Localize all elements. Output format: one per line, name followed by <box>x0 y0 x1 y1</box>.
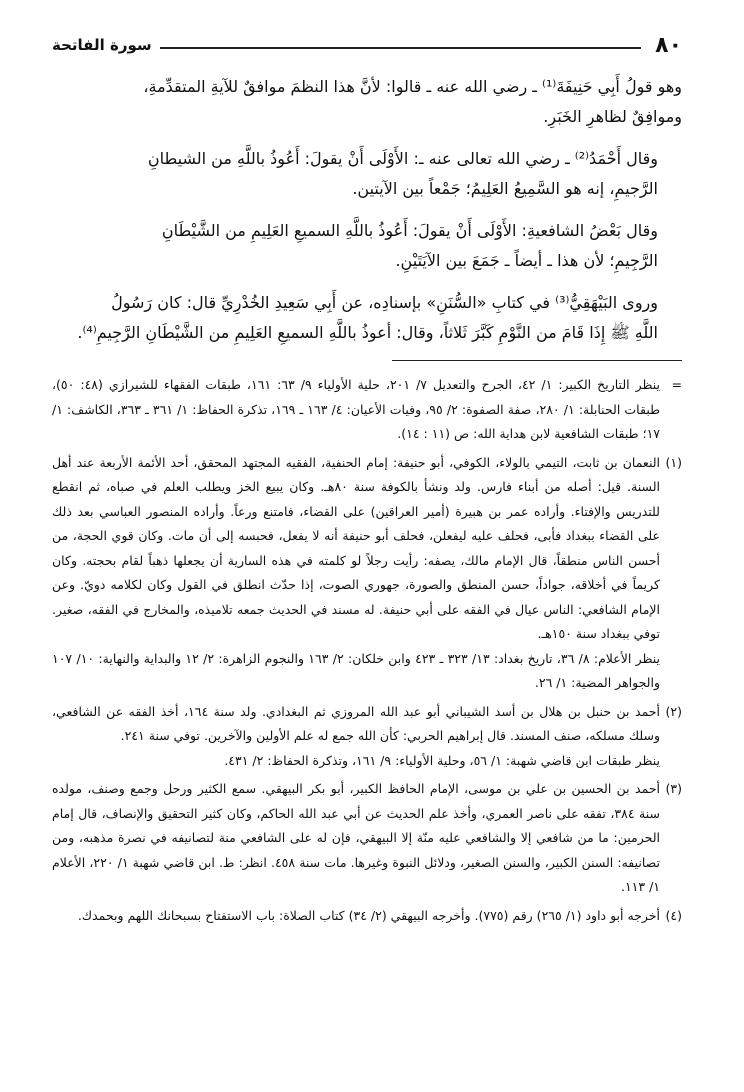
main-paragraph <box>52 288 682 348</box>
footnote-reference: ينظر طبقات ابن قاضي شهبة: ١/ ٥٦، وحلية الأولياء: ٩/ ١٦١، وتذكرة الحفاظ: ٢/ ٤٣١. <box>224 752 660 768</box>
footnote-4 <box>52 904 682 929</box>
main-text <box>52 72 682 348</box>
footnote-3 <box>52 777 682 900</box>
footnote-text: أحمد بن الحسين بن علي بن موسى، الإمام الحافظ الكبير، أبو بكر البيهقي. سمع الكثير ورحل وجمع وصنف، مولده سنة ٣٨٤، تفقه على ناصر العمري، وأخذ علم الحديث عن أبي عبد الله الحاكم، وكان كثير التحقيق والإنصاف، قال إمام الحرمين: ما من شافعي إلا والشافعي عليه منّة إلا البيهقي، فإن له على الشافعي منة لتصانيفه في نصرة مذهبه، ومن تصانيفه: السنن الكبير، والسنن الصغير، ودلائل النبوة وغيرها. مات سنة ٤٥٨. انظر: ط. ابن قاضي شهبة ١/ ٢٢٠، الأعلام ١/ ١١٣. <box>52 781 660 894</box>
footnote-text: أخرجه أبو داود (١/ ٢٦٥) رقم (٧٧٥). وأخرجه البيهقي (٢/ ٣٤) كتاب الصلاة: باب الاستفتاح بسبحانك اللهم وبحمدك. <box>77 907 660 923</box>
footnotes <box>52 373 682 928</box>
text-line: وموافِقٌ لظاهرِ الخَبَرِ. <box>543 107 682 126</box>
page-number: ٨٠ <box>655 32 682 58</box>
footnote-separator <box>392 360 682 361</box>
footnote-marker: (٤) <box>665 907 682 923</box>
text-line: وروى البَيْهَقِيُّ⁽³⁾ في كتابِ «السُّنَنِ» بإسنادِه، عن أَبِي سَعِيدِ الخُدْرِيِّ قال: كان رَسُولُ <box>111 293 658 312</box>
main-paragraph <box>52 72 682 132</box>
text-line: وقال بَعْضُ الشافعيةِ: الأَوْلَى أَنْ يقولَ: أَعُوذُ باللَّهِ السميعِ العَلِيمِ من الشَّيْطَانِ <box>161 221 658 240</box>
text-line: وهو قولُ أَبِي حَنِيفَةَ⁽¹⁾ ـ رضي الله عنه ـ قالوا: لأنَّ هذا النظمَ موافقٌ للآيةِ المتقدِّمةِ، <box>143 77 682 96</box>
footnote-text: أحمد بن حنبل بن هلال بن أسد الشيباني أبو عبد الله المروزي ثم البغدادي. ولد سنة ١٦٤، أخذ الفقه عن الشافعي، وسلك مسلكه، صنف المسند. قال إبراهيم الحربي: كأن الله جمع له علم الأولين والآخرين. توفي سنة ٢٤١. <box>52 703 660 743</box>
footnote-marker: (٢) <box>665 703 682 719</box>
text-line: الرَّجيمِ، إنه هو السَّمِيعُ العَلِيمُ؛ جَمْعاً بين الآيتين. <box>352 179 658 198</box>
main-paragraph <box>52 144 682 204</box>
footnote-marker: (١) <box>665 454 682 470</box>
footnote-1 <box>52 451 682 696</box>
text-line: اللَّهِ ﷺ إِذَا قَامَ من النَّوْمِ كَبَّرَ ثَلاثاً، وقال: أعوذُ باللَّهِ السميعِ العَلِيمِ من الشَّيْطَانِ الرَّجِيمِ⁽⁴⁾. <box>77 323 658 342</box>
text-line: وقال أَحْمَدُ⁽²⁾ ـ رضي الله تعالى عنه ـ: الأَوْلَى أَنْ يقولَ: أَعُوذُ باللَّهِ من الشيطانِ <box>147 149 658 168</box>
main-paragraph <box>52 216 682 276</box>
footnote-text: النعمان بن ثابت، التيمي بالولاء، الكوفي، أبو حنيفة: إمام الحنفية، الفقيه المجتهد المحقق، أحد الأئمة الأربعة عند أهل السنة. قيل: أصله من أبناء فارس. ولد ونشأ بالكوفة سنة ٨٠هـ. وكان يبيع الخز ويطلب العلم في صباه، ثم انقطع للتدريس والإفتاء. وأراده عمر بن هبيرة (أمير العراقين) على القضاء، فامتنع ورعاً. وأراده المنصور العباسي بعد ذلك على القضاء ببغداد فأبى، فحلف عليه ليفعلن، فحلف أبو حنيفة أنه لا يفعل، فحبسه إلى أن مات. وكان قوي الحجة، من أحسن الناس منطقاً، قال الإمام مالك، يصفه: رأيت رجلاً لو كلمته في هذه السارية أن يجعلها ذهباً لقام بحجته. وكان كريماً في أخلاقه، جواداً، حسن المنطق والصورة، جهوري الصوت، إذا حدّث انطلق في القول وكان لكلامه دويّ. وعن الإمام الشافعي: الناس عيال في الفقه على أبي حنيفة. له مسند في الحديث جمعه تلاميذه، والمخارج في الفقه، صغير. توفي ببغداد سنة ١٥٠هـ. <box>52 454 660 641</box>
page-header <box>52 30 682 60</box>
footnote-marker: (٣) <box>665 781 682 796</box>
footnote-text: ينظر التاريخ الكبير: ١/ ٤٢، الجرح والتعديل ٧/ ٢٠١، حلية الأولياء ٩/ ٦٣: ١٦١، طبقات الفقهاء للشيرازي (٤٨: ٥٠)، طبقات الحنابلة: ١/ ٢٨٠، صفة الصفوة: ٢/ ٩٥، وفيات الأعيان: ٤/ ١٦٣ ـ ١٦٩، تذكرة الحفاظ: ١/ ٣٦١ ـ ٣٦٣، الكاشف: ١/ ١٧؛ طبقات الشافعية لابن هداية الله: ص (١١ : ١٤). <box>52 377 661 441</box>
footnote-continued <box>52 373 682 447</box>
surah-title: سورة الفاتحة <box>52 36 152 54</box>
footnote-reference: ينظر الأعلام: ٨/ ٣٦، تاريخ بغداد: ١٣/ ٣٢٣ ـ ٤٢٣ وابن خلكان: ٢/ ١٦٣ والنجوم الزاهرة: ٢/ ١٢ والبداية والنهاية: ١٠/ ١٠٧ والجواهر المضية: ١/ ٢٦. <box>52 650 661 690</box>
text-line: الرَّجِيمِ؛ لأن هذا ـ أيضاً ـ جَمَعَ بين الآيَتَيْنِ. <box>395 251 658 270</box>
header-rule <box>160 47 642 49</box>
footnote-marker: = <box>671 377 682 392</box>
footnote-2 <box>52 700 682 774</box>
